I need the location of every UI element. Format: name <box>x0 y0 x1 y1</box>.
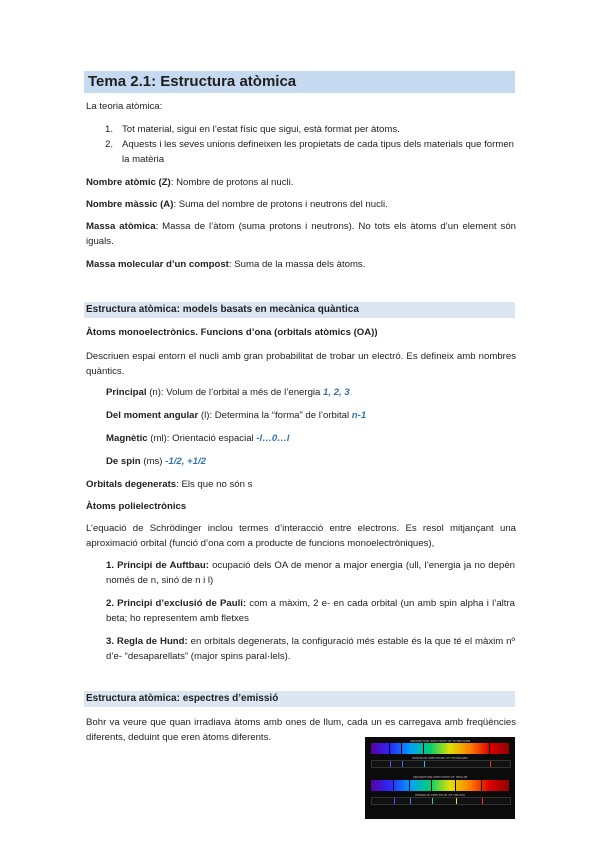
list-item-number: 1. <box>105 124 114 135</box>
quantum-value: 1, 2, 3 <box>323 387 350 398</box>
quantum-number-spin <box>106 454 206 469</box>
page-title: Tema 2.1: Estructura atòmica <box>88 73 297 90</box>
quantum-value: -1/2, +1/2 <box>165 456 206 467</box>
quantum-number-magnetic <box>106 431 289 446</box>
definition-text: : Els que no són s <box>176 479 253 490</box>
definition-mass-number <box>86 197 516 212</box>
definition-text: : Massa de l’àtom (suma protons i neutrons). No tots els àtoms d’un element són iguals. <box>86 221 516 247</box>
quantum-term: Magnètic <box>106 433 148 444</box>
definition-text: : Suma de la massa dels àtoms. <box>228 259 366 270</box>
definition-term: Massa molecular d’un compost <box>86 259 229 270</box>
quantum-value: -l…0…l <box>256 433 290 444</box>
absorption-spectrum-hydrogen <box>371 743 509 754</box>
quantum-text: (l): Determina la “forma” de l’orbital <box>198 410 352 421</box>
list-item: Tot material, sigui en l’estat físic que sigui, està format per àtoms. <box>122 124 400 135</box>
emission-spectrum-helium <box>371 797 511 805</box>
paragraph: Descriuen espai entorn el nucli amb gran probabilitat de trobar un electró. Es defineix amb nombres quàntics. <box>86 351 516 377</box>
definition-term: Massa atòmica <box>86 221 156 232</box>
section-heading: Estructura atòmica: espectres d’emissió <box>86 693 279 704</box>
principle-term: 2. Principi d’exclusió de Pauli: <box>106 598 247 609</box>
principle-aufbau <box>106 558 515 588</box>
subheading: Àtoms polielectrònics <box>86 501 187 512</box>
quantum-number-principal <box>106 385 350 400</box>
definition-molecular-mass <box>86 257 516 272</box>
definition-term: Nombre màssic (A) <box>86 199 174 210</box>
quantum-term: De spin <box>106 456 141 467</box>
spectrum-caption: EMISSION SPECTRUM OF HYDROGEN <box>412 756 468 760</box>
paragraph: Bohr va veure que quan irradiava àtoms amb ones de llum, cada un es carregava amb freqüències diferents, deduint que eren àtoms diferents. <box>86 717 516 743</box>
principle-text: com a màxim, 2 e- en cada orbital (un amb spin alpha i l’altra beta; ho representem amb fletxes <box>106 598 515 624</box>
definition-term: Nombre atòmic (Z) <box>86 177 171 188</box>
principle-text: ocupació dels OA de menor a major energia (ull, l’energia ja no depèn només de n, sinó de n i l) <box>106 560 515 586</box>
paragraph: L’equació de Schrödinger inclou termes d’interacció entre electrons. Es resol mitjançant una aproximació orbital (funció d’ona com a producte de funcions monoelectròniques), <box>86 523 516 549</box>
definition-atomic-mass <box>86 219 516 249</box>
quantum-text: (n): Volum de l’orbital a més de l’energia <box>146 387 324 398</box>
emission-spectrum-hydrogen <box>371 760 511 768</box>
list-item: Aquests i les seves unions defineixen les propietats de cada tipus dels materials que formen la matèria <box>122 139 514 165</box>
principle-term: 1. Principi de Auftbau: <box>106 560 209 571</box>
definition-term: Orbitals degenerats <box>86 479 177 490</box>
list-item-number: 2. <box>105 139 114 150</box>
quantum-text: (ml): Orientació espacial <box>147 433 257 444</box>
principle-pauli <box>106 596 515 626</box>
spectra-image <box>365 737 515 819</box>
quantum-term: Principal <box>106 387 147 398</box>
quantum-term: Del moment angular <box>106 410 199 421</box>
absorption-spectrum-helium <box>371 780 509 791</box>
spectrum-caption: EMISSION SPECTRUM OF HELIUM <box>415 793 465 797</box>
spectrum-caption: ABSORPTION SPECTRUM OF HYDROGEN <box>409 739 471 743</box>
principle-text: en orbitals degenerats, la configuració més estable és la que té el màxim nº d’e- “desaparellats” (major spins paral·lels). <box>106 636 515 662</box>
principle-term: 3. Regla de Hund: <box>106 636 188 647</box>
quantum-number-angular <box>106 408 366 423</box>
spectrum-caption: ABSORPTION SPECTRUM OF HELIUM <box>412 775 468 779</box>
degenerate-orbitals <box>86 477 252 492</box>
quantum-text: (ms) <box>140 456 166 467</box>
principle-hund <box>106 634 515 664</box>
definition-text: : Suma del nombre de protons i neutrons del nucli. <box>173 199 388 210</box>
intro-text: La teoria atòmica: <box>86 101 163 112</box>
section-heading: Estructura atòmica: models basats en mecànica quàntica <box>86 304 359 315</box>
definition-text: : Nombre de protons al nucli. <box>170 177 294 188</box>
quantum-value: n-1 <box>351 410 367 421</box>
definition-atomic-number <box>86 175 516 190</box>
subheading: Àtoms monoelectrònics. Funcions d’ona (orbitals atòmics (OA)) <box>86 327 378 338</box>
